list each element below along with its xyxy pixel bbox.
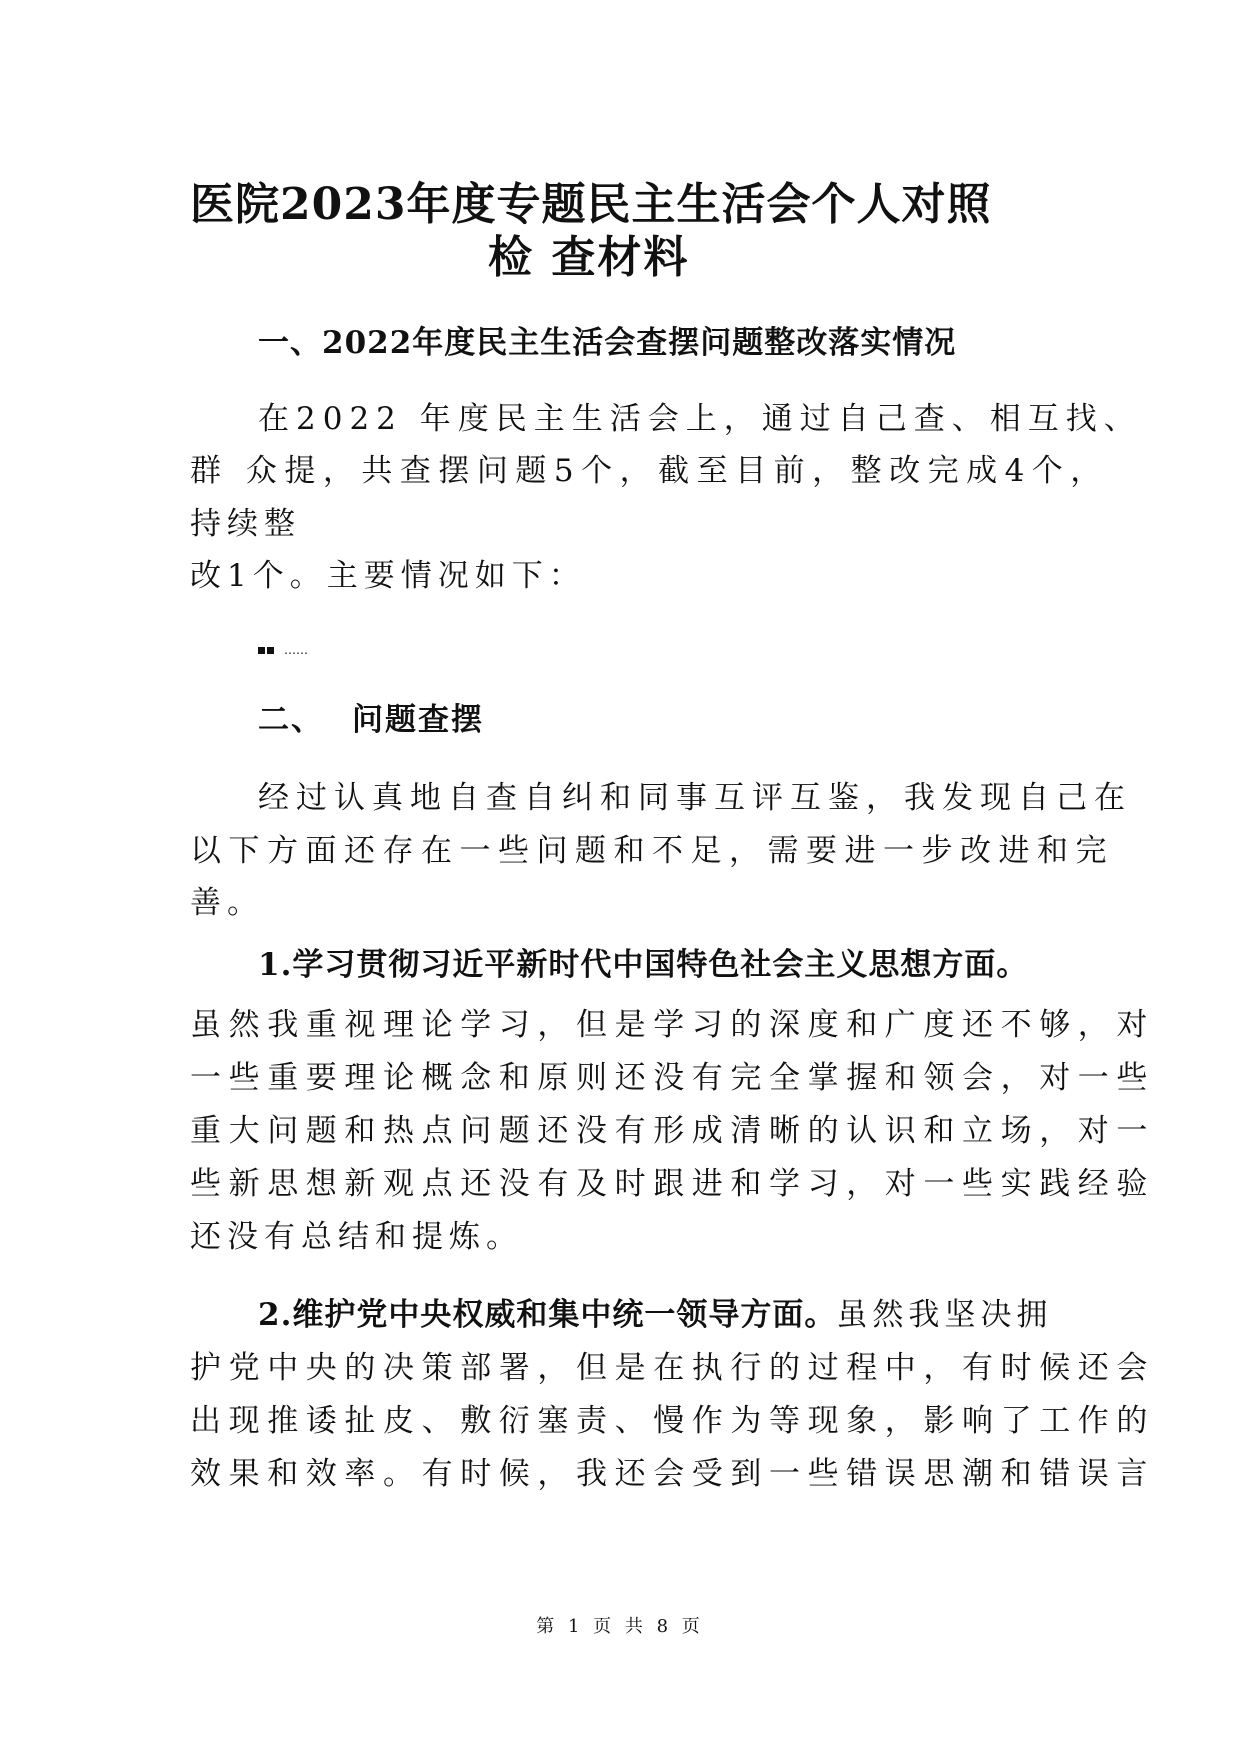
section-1-heading: 一、2022年度民主生活会查摆问题整改落实情况	[258, 325, 957, 361]
bullet-square-icon	[258, 647, 265, 654]
bullet-placeholder	[258, 643, 308, 657]
item-1-paragraph-line: 一些重要理论概念和原则还没有完全掌握和领会，对一些	[190, 1060, 1155, 1096]
section-2-heading-number: 二、	[258, 702, 324, 738]
item-1-paragraph-line: 虽然我重视理论学习，但是学习的深度和广度还不够，对	[190, 1007, 1155, 1043]
bullet-ellipsis: ……	[284, 643, 308, 657]
section-1-paragraph-line: 持续整	[190, 506, 301, 542]
section-2-paragraph-line: 善。	[190, 885, 264, 921]
item-2-first-line	[258, 1297, 1053, 1333]
item-1-paragraph-line: 还没有总结和提炼。	[190, 1219, 523, 1255]
item-2-paragraph-line: 效果和效率。有时候，我还会受到一些错误思潮和错误言	[190, 1456, 1155, 1492]
item-2-paragraph-line: 出现推诿扯皮、敷衍塞责、慢作为等现象，影响了工作的	[190, 1403, 1155, 1439]
document-title-line-2: 检 查材料	[488, 232, 690, 283]
item-1-paragraph-line: 些新思想新观点还没有及时跟进和学习，对一些实践经验	[190, 1166, 1155, 1202]
document-title-line-1: 医院2023年度专题民主生活会个人对照	[190, 179, 992, 230]
item-1-paragraph-line: 重大问题和热点问题还没有形成清晰的认识和立场，对一	[190, 1113, 1155, 1149]
item-2-heading: 2.维护党中央权威和集中统一领导方面。	[258, 1297, 837, 1333]
item-1-heading: 1.学习贯彻习近平新时代中国特色社会主义思想方面。	[258, 947, 1029, 983]
item-2-paragraph-start: 虽然我坚决拥	[836, 1297, 1053, 1333]
page-number-footer: 第 1 页 共 8 页	[536, 1616, 704, 1637]
section-1-paragraph-line: 群 众提，共查摆问题5个，截至目前，整改完成4个，	[190, 453, 1109, 489]
section-2-paragraph-line: 经过认真地自查自纠和同事互评互鉴，我发现自己在	[258, 780, 1132, 816]
section-1-paragraph-line: 改1个。主要情况如下：	[190, 558, 586, 594]
bullet-square-icon	[267, 647, 274, 654]
section-2-heading	[258, 702, 484, 738]
section-1-paragraph-line: 在2022 年度民主生活会上，通过自己查、相互找、	[258, 401, 1142, 437]
section-2-paragraph-line: 以下方面还存在一些问题和不足，需要进一步改进和完	[190, 833, 1114, 869]
item-2-paragraph-line: 护党中央的决策部署，但是在执行的过程中，有时候还会	[190, 1350, 1155, 1386]
section-2-heading-text: 问题查摆	[352, 702, 484, 738]
